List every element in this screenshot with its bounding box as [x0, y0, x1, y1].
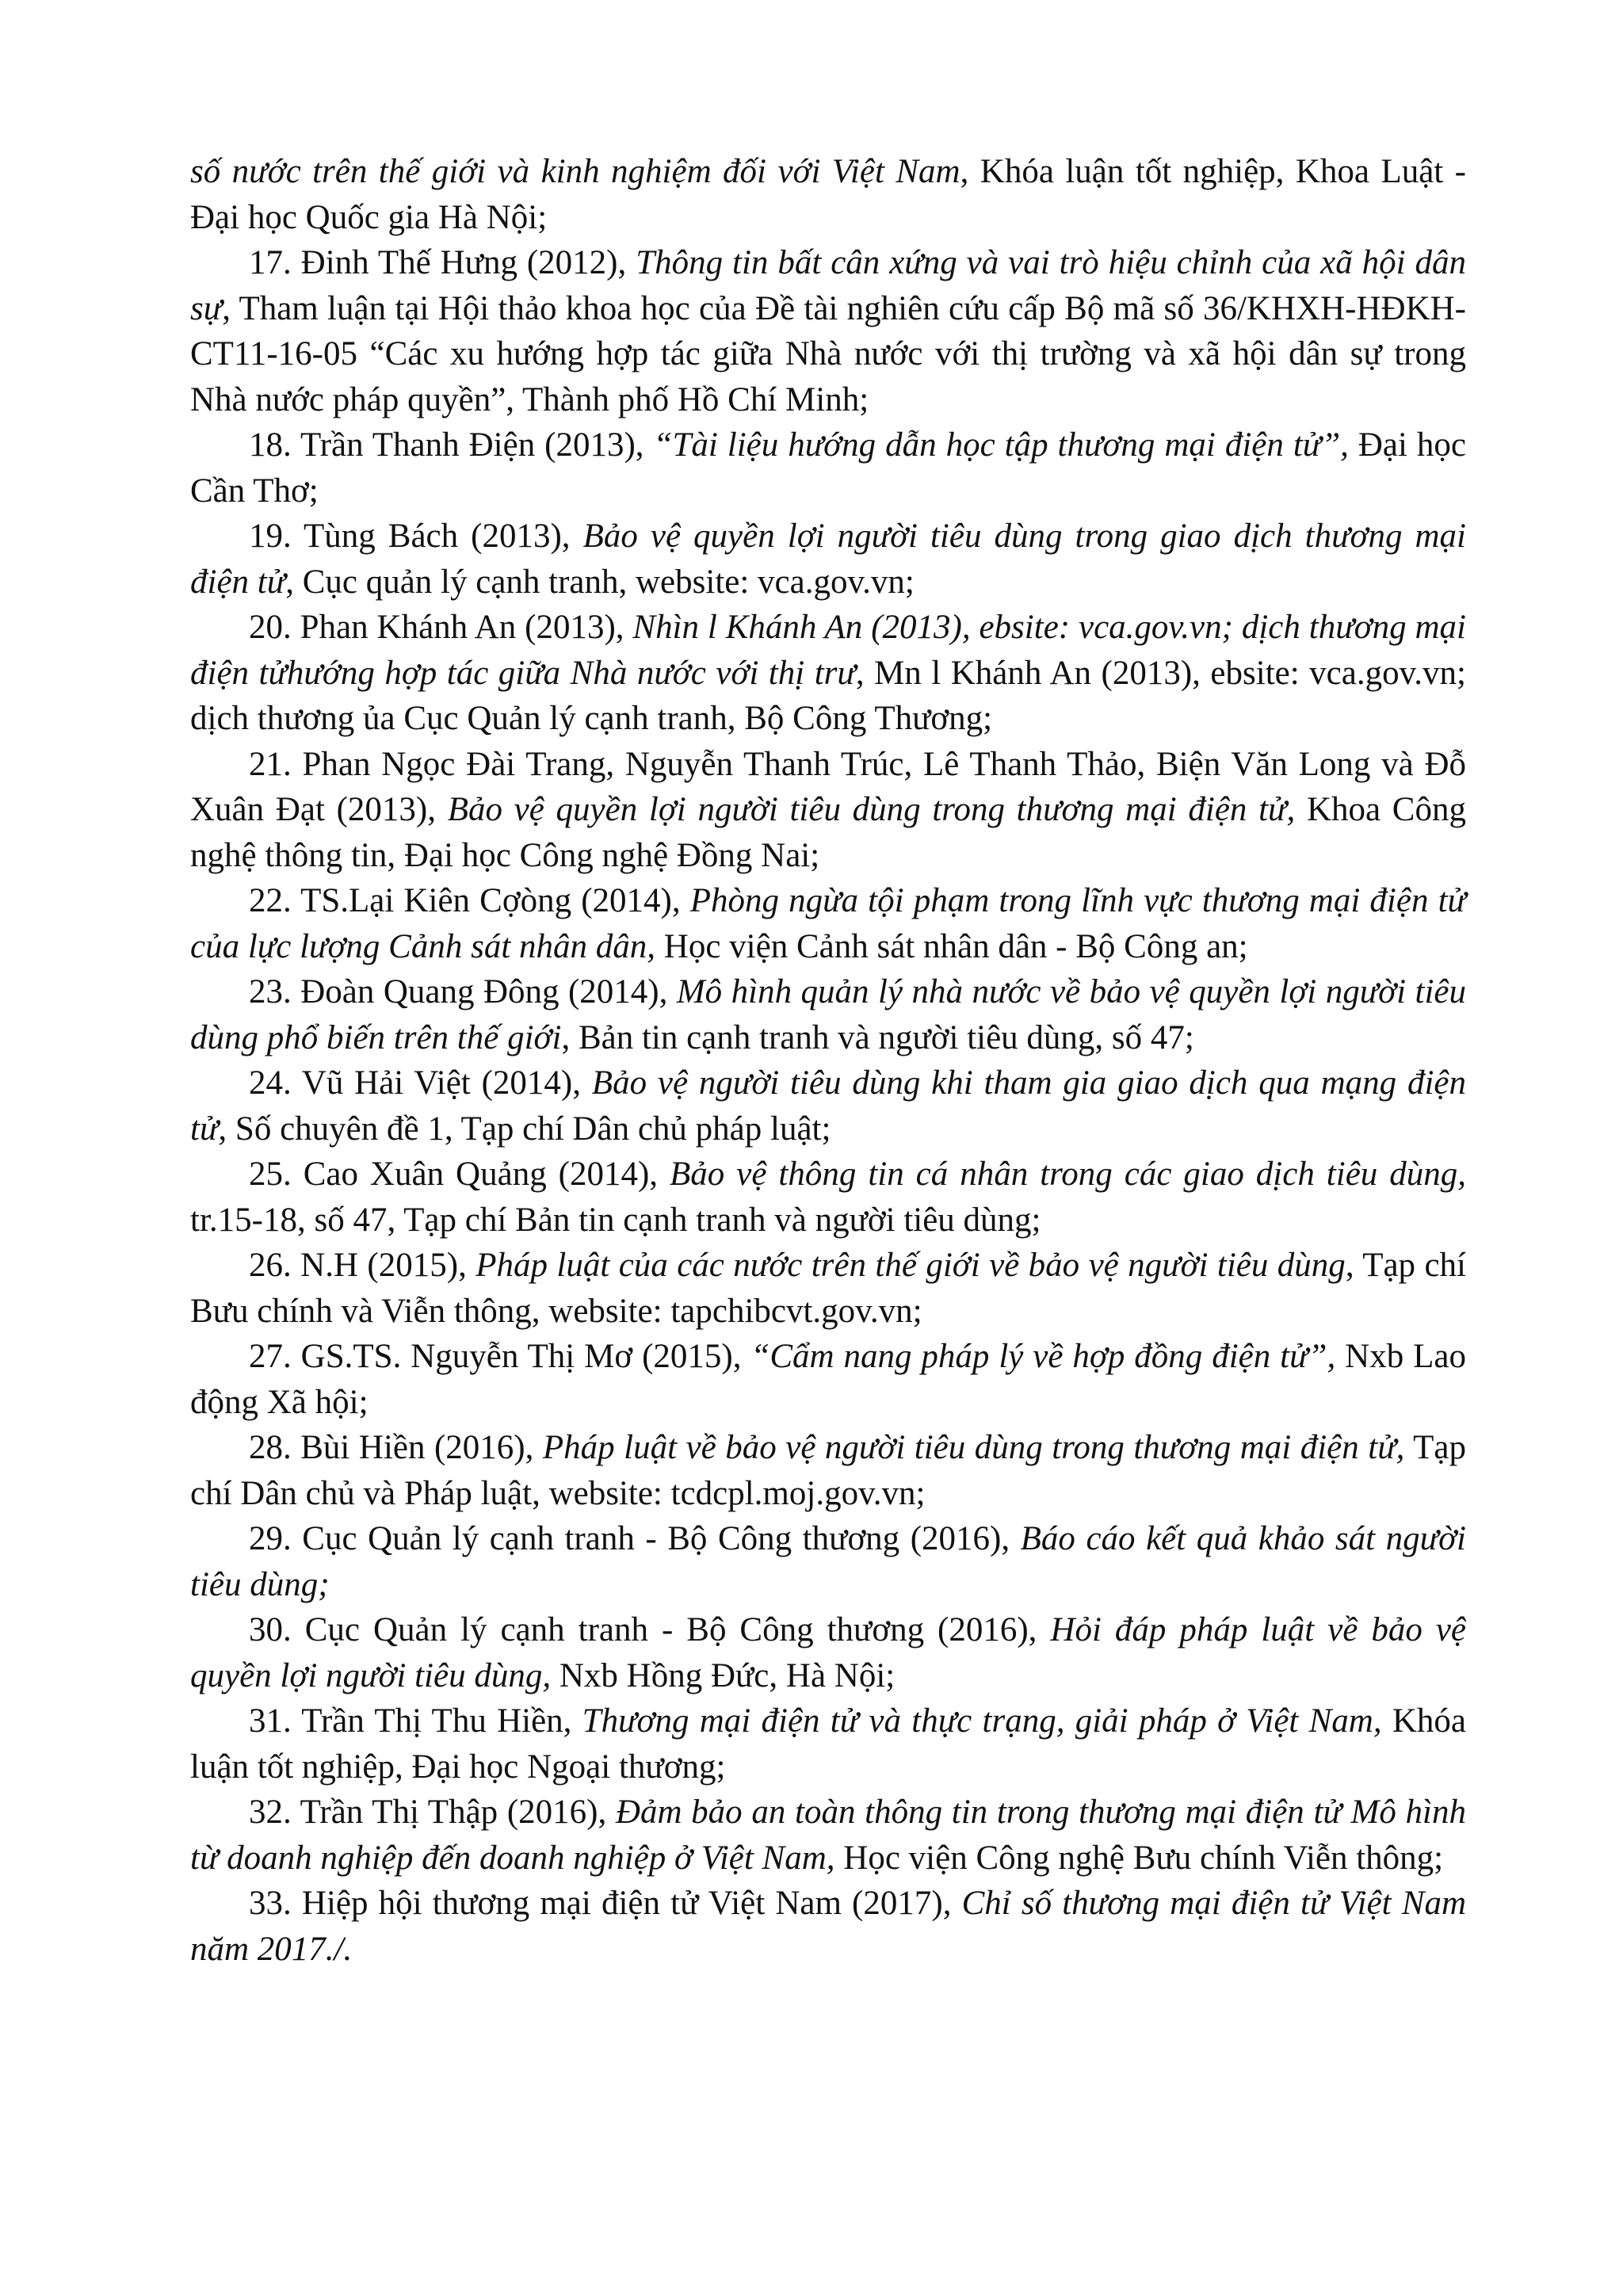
reference-item — [190, 1516, 1466, 1607]
ref-title: Bảo vệ quyền lợi người tiêu dùng trong giao dịch thương mại điện tử — [190, 518, 1466, 601]
ref-number: 27. — [249, 1338, 292, 1375]
ref-author: Trần Thị Thập (2016), — [291, 1794, 616, 1831]
ref-tail: Học viện Cảnh sát nhân dân - Bộ Công an; — [655, 927, 1248, 965]
ref-number: 29. — [249, 1520, 292, 1557]
reference-item — [190, 1243, 1466, 1334]
ref-number: 24. — [249, 1064, 292, 1102]
ref-number: 33. — [249, 1885, 292, 1922]
ref-number: 21. — [249, 745, 292, 783]
ref-number: 30. — [249, 1611, 292, 1648]
ref-tail: , Cục quản lý cạnh tranh, website: vca.gov.vn; — [285, 563, 915, 601]
ref-tail: , Bản tin cạnh tranh và người tiêu dùng, số 47; — [561, 1018, 1194, 1056]
ref-author: GS.TS. Nguyễn Thị Mơ (2015), — [291, 1338, 751, 1375]
ref-title: “Cẩm nang pháp lý về hợp đồng điện tử”, — [750, 1338, 1336, 1375]
ref-title: Hỏi đáp pháp luật về bảo vệ quyền lợi người tiêu dùng, — [190, 1611, 1466, 1694]
ref-tail: Nxb Lao động Xã hội; — [190, 1338, 1466, 1421]
reference-item — [190, 240, 1466, 422]
ref-author: Bùi Hiền (2016), — [291, 1429, 543, 1466]
ref-tail: Nxb Hồng Đức, Hà Nội; — [551, 1656, 896, 1694]
ref-author: Đinh Thế Hưng (2012), — [291, 244, 636, 281]
ref-title: Bảo vệ người tiêu dùng khi tham gia giao dịch qua mạng điện tử — [190, 1064, 1466, 1148]
ref-author: Đoàn Quang Đông (2014), — [291, 973, 677, 1010]
reference-item — [190, 514, 1466, 605]
ref-number: 25. — [249, 1156, 292, 1193]
ref-author: TS.Lại Kiên Cợòng (2014), — [291, 882, 690, 919]
ref-title: Báo cáo kết quả khảo sát người tiêu dùng; — [190, 1520, 1466, 1603]
ref-tail: Khoa Công nghệ thông tin, Đại học Công nghệ Đồng Nai; — [190, 791, 1466, 874]
ref-title: Thương mại điện tử và thực trạng, giải pháp ở Việt Nam, — [582, 1702, 1382, 1740]
reference-item — [190, 1698, 1466, 1790]
reference-item — [190, 1607, 1466, 1698]
ref-tail: Học viện Công nghệ Bưu chính Viễn thông; — [834, 1839, 1444, 1877]
reference-item — [190, 878, 1466, 969]
ref-title: Thông tin bất cân xứng và vai trò hiệu chỉnh của xã hội dân sự — [190, 244, 1467, 327]
ref-number: 32. — [249, 1794, 292, 1831]
ref-tail: Đại học Cần Thơ; — [190, 426, 1466, 510]
ref-number: 19. — [249, 518, 292, 555]
ref-tail: , Tham luận tại Hội thảo khoa học của Đề tài nghiên cứu cấp Bộ mã số 36/KHXH-HĐKH-CT11-16-05 “Các xu hướng hợp tác giữa Nhà nước với thị trường và xã hội dân sự trong Nhà nước pháp quyền”, Thành phố Hồ Chí Minh; — [190, 289, 1466, 418]
ref-author: Phan Khánh An (2013), — [291, 609, 633, 646]
ref-title: Chỉ số thương mại điện tử Việt Nam năm 2017./. — [190, 1885, 1467, 1968]
reference-list — [190, 149, 1466, 1972]
ref-tail: , Khóa luận tốt nghiệp, Khoa Luật - Đại học Quốc gia Hà Nội; — [190, 153, 1467, 236]
reference-item — [190, 605, 1466, 742]
reference-item — [190, 969, 1466, 1060]
ref-author: Cục Quản lý cạnh tranh - Bộ Công thương (2016), — [291, 1611, 1051, 1648]
ref-author: Cao Xuân Quảng (2014), — [291, 1156, 670, 1193]
reference-item — [190, 1425, 1466, 1516]
ref-title: Bảo vệ thông tin cá nhân trong các giao dịch tiêu dùng, — [670, 1156, 1467, 1193]
ref-title: “Tài liệu hướng dẫn học tập thương mại điện tử”, — [653, 426, 1349, 464]
ref-tail: tr.15-18, số 47, Tạp chí Bản tin cạnh tranh và người tiêu dùng; — [190, 1201, 1041, 1239]
ref-author: Cục Quản lý cạnh tranh - Bộ Công thương (2016), — [291, 1520, 1021, 1557]
ref-title: Bảo vệ quyền lợi người tiêu dùng trong thương mại điện tử, — [447, 791, 1296, 828]
ref-tail: , Tạp chí Bưu chính và Viễn thông, website: tapchibcvt.gov.vn; — [190, 1247, 1466, 1330]
ref-author: Trần Thị Thu Hiền, — [291, 1702, 582, 1740]
reference-item — [190, 1334, 1466, 1425]
ref-number: 20. — [249, 609, 292, 646]
ref-title: Nhìn l Khánh An (2013), ebsite: vca.gov.vn; dịch thương mại điện tửhướng hợp tác giữa Nhà nước với thị trư — [190, 609, 1466, 692]
ref-author: Phan Ngọc Đài Trang, Nguyễn Thanh Trúc, Lê Thanh Thảo, Biện Văn Long và Đỗ Xuân Đạt (2013), — [190, 745, 1466, 828]
ref-number: 18. — [249, 426, 292, 464]
ref-number: 23. — [249, 973, 292, 1010]
ref-number: 26. — [249, 1247, 292, 1284]
ref-number: 31. — [249, 1702, 292, 1740]
ref-title: Phòng ngừa tội phạm trong lĩnh vực thương mại điện tử của lực lượng Cảnh sát nhân dân, — [190, 882, 1466, 965]
reference-item — [190, 1881, 1466, 1972]
ref-author: Tùng Bách (2013), — [291, 518, 583, 555]
ref-title: số nước trên thế giới và kinh nghiệm đối với Việt Nam — [190, 153, 960, 190]
reference-item — [190, 1152, 1466, 1243]
ref-tail: , Số chuyên đề 1, Tạp chí Dân chủ pháp luật; — [218, 1110, 831, 1148]
ref-author: Hiệp hội thương mại điện tử Việt Nam (2017), — [291, 1885, 962, 1922]
ref-title: Đảm bảo an toàn thông tin trong thương mại điện tử Mô hình từ doanh nghiệp đến doanh nghiệp ở Việt Nam, — [190, 1794, 1466, 1877]
reference-item — [190, 1060, 1466, 1152]
ref-title: Pháp luật của các nước trên thế giới về bảo vệ người tiêu dùng — [475, 1247, 1346, 1284]
reference-item — [190, 742, 1466, 879]
ref-number: 28. — [249, 1429, 292, 1466]
ref-title: Pháp luật về bảo vệ người tiêu dùng trong thương mại điện tử, — [542, 1429, 1405, 1466]
ref-tail: Khóa luận tốt nghiệp, Đại học Ngoại thương; — [190, 1702, 1466, 1786]
reference-item — [190, 1790, 1466, 1881]
ref-number: 22. — [249, 882, 292, 919]
ref-author: Trần Thanh Điện (2013), — [291, 426, 654, 464]
ref-author: N.H (2015), — [291, 1247, 476, 1284]
ref-number: 17. — [249, 244, 292, 281]
reference-item — [190, 149, 1466, 240]
reference-item — [190, 422, 1466, 514]
ref-author: Vũ Hải Việt (2014), — [291, 1064, 592, 1102]
ref-tail: , Mn l Khánh An (2013), ebsite: vca.gov.vn; dịch thương ủa Cục Quản lý cạnh tranh, Bộ Công Thương; — [190, 654, 1466, 737]
ref-tail: Tạp chí Dân chủ và Pháp luật, website: tcdcpl.moj.gov.vn; — [190, 1429, 1467, 1512]
ref-title: Mô hình quản lý nhà nước về bảo vệ quyền lợi người tiêu dùng phổ biến trên thế giới — [190, 973, 1466, 1056]
